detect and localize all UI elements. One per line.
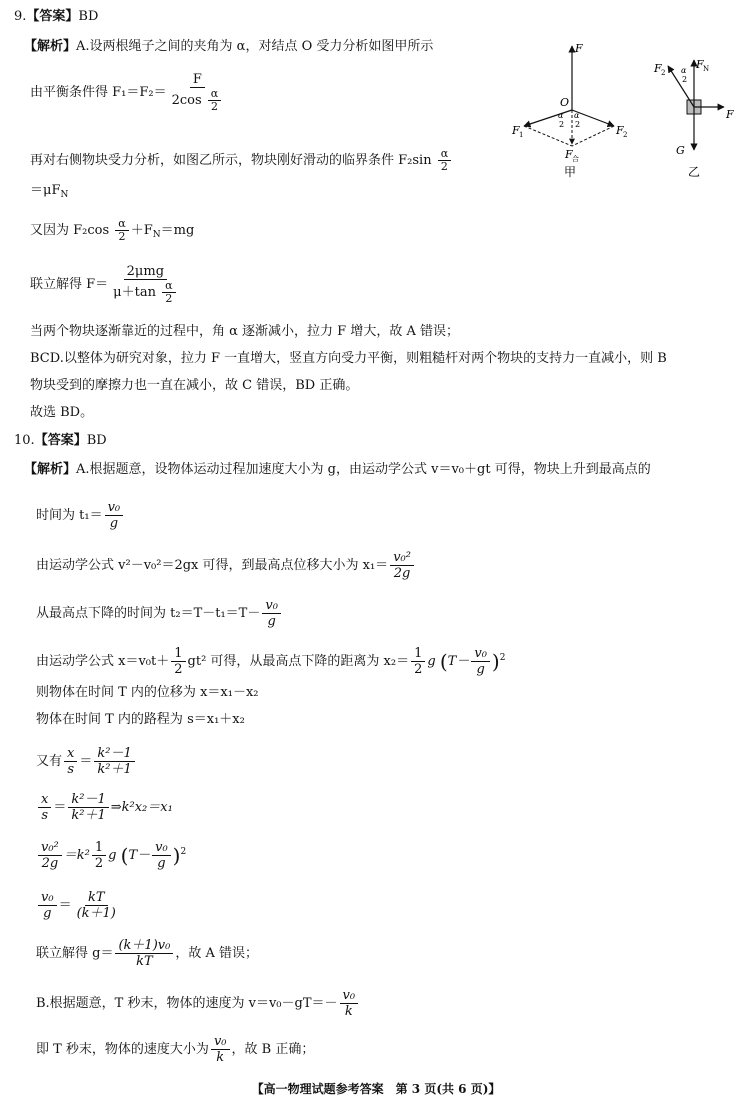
q9-half-alpha-den: 2 xyxy=(211,100,219,113)
q9-close-line: 当两个物块逐渐靠近的过程中，角 α 逐渐减小，拉力 F 增大，故 A 错误； xyxy=(30,324,459,339)
q10-header xyxy=(14,432,107,450)
q10-v0g-line: $\frac{\text{v₀}}{g}$ ＝ $\frac{kT}{(k+1)}$ xyxy=(36,890,121,921)
q10-x1-num: v₀² xyxy=(390,550,414,566)
q10-b-den: k xyxy=(344,1004,353,1019)
q10-v0sq-line xyxy=(36,840,186,871)
q10-number: 10. xyxy=(14,433,35,448)
q10-also-text: 又有 xyxy=(36,754,63,769)
q9-half-alpha xyxy=(208,88,221,113)
q9-header xyxy=(14,8,98,26)
q9-balance-prefix: 由平衡条件得 xyxy=(30,85,113,100)
q10-b-line xyxy=(36,988,360,1019)
q10-v0sq-inner-den: g xyxy=(157,856,166,871)
label-yi-f2-sub: 2 xyxy=(661,69,666,77)
q10-half2-den: 2 xyxy=(414,662,423,677)
q10-v0g-frac xyxy=(38,890,57,921)
label-f1-sub: 1 xyxy=(519,131,524,139)
page-footer: 【高一物理试题参考答案 第 3 页(共 6 页)】 xyxy=(251,1082,501,1096)
q9-solve-prefix: 联立解得 F＝ xyxy=(30,277,109,292)
q10-xs-k-num: k²－1 xyxy=(68,792,108,808)
q10-solve-suffix: ，故 A 错误； xyxy=(175,946,258,961)
q9-bcd-line-1: BCD.以整体为研究对象，拉力 F 一直增大，竖直方向受力平衡，则粗糙杆对两个物块的支持力一直减小，则 B xyxy=(30,351,667,366)
q9-choose-line: 故选 BD。 xyxy=(30,405,94,420)
label-jia-two-2: 2 xyxy=(575,120,581,129)
q10-v0sq-frac xyxy=(38,840,62,871)
parallelogram-left xyxy=(524,126,572,146)
q10-b-num: v₀ xyxy=(340,988,359,1004)
q9-analysis-line-a xyxy=(24,38,433,56)
q10-xs-num: x xyxy=(38,792,51,808)
q10-solve-line xyxy=(36,938,258,969)
label-f2-sub: 2 xyxy=(623,131,628,139)
q10-t1-num: v₀ xyxy=(105,500,124,516)
q10-line-a xyxy=(24,461,651,479)
q10-v0g-kt xyxy=(74,890,119,921)
q10-v0sq-g: g xyxy=(108,848,117,863)
q10-b-frac xyxy=(340,988,359,1019)
q10-x2-lparen: ( xyxy=(439,649,448,674)
q10-x2-rparen: ) xyxy=(491,649,500,674)
q9-tan-half-alpha xyxy=(162,280,175,305)
label-o: O xyxy=(560,96,570,109)
label-fhe-sub: 合 xyxy=(572,155,579,163)
q10-x1-line xyxy=(36,550,416,581)
q10-t1-den: g xyxy=(109,516,119,531)
q10-x2-line xyxy=(36,646,505,677)
label-yi-f: F xyxy=(726,108,734,121)
q9-force-diagram xyxy=(500,38,752,188)
q10-x2-inner-num: v₀ xyxy=(471,646,490,662)
q10-v0sq-rparen: ) xyxy=(172,843,181,868)
q10-solve-num: (k＋1)v₀ xyxy=(115,938,173,954)
q10-answer-tag: 【答案】 xyxy=(34,433,87,448)
q10-x2-inner-frac xyxy=(471,646,490,677)
q10-xs-k xyxy=(68,792,108,823)
q10-x2-t-minus: T－ xyxy=(447,654,470,669)
q10-x2-half-1 xyxy=(171,646,185,677)
q9-mu-fn-line xyxy=(30,182,68,204)
q9-balance-den xyxy=(169,88,227,113)
q10-v0sq-inner xyxy=(152,840,171,871)
q10-v0sq-half-den: 2 xyxy=(94,856,104,871)
q10-t1-frac xyxy=(105,500,124,531)
q9-also-suffix: ＋F xyxy=(130,223,153,238)
q10-path-line: 物体在时间 T 内的路程为 s＝x₁＋x₂ xyxy=(36,712,245,727)
q10-x1-den: 2g xyxy=(393,566,411,581)
force-f1-arrow xyxy=(524,110,572,126)
label-yi-f2: F xyxy=(654,62,662,75)
label-fn: F xyxy=(696,58,704,71)
q9-tan-alpha-den: 2 xyxy=(165,292,173,305)
q9-mu-fn-sub: N xyxy=(60,190,69,200)
q9-solve-den xyxy=(110,280,180,305)
q10-half1-num: 1 xyxy=(171,646,185,662)
q9-answer: BD xyxy=(78,9,99,24)
q9-analysis-tag: 【解析】 xyxy=(24,39,77,54)
q10-v0sq-k2: ＝k² xyxy=(63,848,90,863)
label-g: G xyxy=(676,144,685,157)
q9-mu-fn: ＝μF xyxy=(30,183,61,198)
q9-bcd-line-2: 物块受到的摩擦力也一直在减小，故 C 错误，BD 正确。 xyxy=(30,378,359,393)
q9-also-line xyxy=(30,218,194,244)
q9-also-sub: N xyxy=(152,230,161,240)
q10-x2-inner-den: g xyxy=(476,662,485,677)
q10-x1-frac xyxy=(390,550,414,581)
q10-b2-line xyxy=(36,1034,314,1065)
q10-xs-frac xyxy=(38,792,51,823)
q10-v0sq-den: 2g xyxy=(41,856,59,871)
q10-xs-k-den: k²＋1 xyxy=(71,808,106,823)
q10-answer: BD xyxy=(86,433,107,448)
q10-x2-square: 2 xyxy=(499,653,506,663)
q10-b2-num: v₀ xyxy=(211,1034,230,1050)
q10-x2-prefix: 由运动学公式 x＝v₀t＋ xyxy=(36,654,170,669)
q9-balance-line xyxy=(30,72,228,113)
q10-also-xs xyxy=(64,746,77,777)
q10-line-a-text: A.根据题意，设物体运动过程加速度大小为 g，由运动学公式 v＝v₀＋gt 可得，物块上升到最高点的 xyxy=(76,462,651,477)
label-yi-alpha: α xyxy=(681,66,687,75)
q10-v0sq-num: v₀² xyxy=(38,840,62,856)
label-jia: 甲 xyxy=(564,165,577,179)
q10-x2-g: g xyxy=(427,654,436,669)
q9-also-prefix: 又因为 F₂cos xyxy=(30,223,114,238)
q10-v0sq-half xyxy=(92,840,106,871)
q10-solve-den: kT xyxy=(136,954,153,969)
q10-t2-prefix: 从最高点下降的时间为 t₂＝T－t₁＝T－ xyxy=(36,606,261,621)
q10-also-xs-den: s xyxy=(67,762,75,777)
q10-also-k-num: k²－1 xyxy=(94,746,134,762)
q10-x2-half-2 xyxy=(411,646,425,677)
q9-sin-alpha-num: α xyxy=(438,148,451,161)
q9-balance-den-a: 2cos xyxy=(171,93,206,108)
q10-t2-num: v₀ xyxy=(262,598,281,614)
q9-balance-fraction xyxy=(169,72,227,113)
q10-t2-frac xyxy=(262,598,281,629)
q10-b2-den: k xyxy=(216,1050,225,1065)
q10-v0sq-half-num: 1 xyxy=(92,840,106,856)
q9-solve-fraction xyxy=(110,264,180,305)
parallelogram-right xyxy=(572,126,614,146)
diagram-yi xyxy=(653,58,734,179)
label-f1: F xyxy=(512,124,520,137)
q9-line-a: A.设两根绳子之间的夹角为 α，对结点 O 受力分析如图甲所示 xyxy=(76,39,434,54)
q10-b2-suffix: ，故 B 正确； xyxy=(231,1042,315,1057)
q9-solve-num: 2μmg xyxy=(124,264,167,280)
q10-also-xs-num: x xyxy=(64,746,77,762)
label-yi: 乙 xyxy=(688,165,701,179)
q9-right-block-text: 再对右侧物块受力分析，如图乙所示，物块刚好滑动的临界条件 F₂sin xyxy=(30,153,436,168)
label-f2: F xyxy=(616,124,624,137)
q10-xs-implies: ⇒k²x₂＝x₁ xyxy=(110,800,173,815)
q10-solve-prefix: 联立解得 g＝ xyxy=(36,946,114,961)
label-fn-sub: N xyxy=(703,65,710,73)
q10-v0sq-t-minus: T－ xyxy=(128,848,151,863)
label-fhe: F xyxy=(565,148,573,161)
q10-xs-line: $\frac{x}{s}$ ＝ $\frac{\text{k²－1}}{\text{k²＋1}}$ ⇒k²x₂＝x₁ xyxy=(36,792,173,823)
q10-half1-den: 2 xyxy=(174,662,183,677)
q9-also-end: ＝mg xyxy=(160,223,195,238)
q10-b2-frac xyxy=(211,1034,230,1065)
q9-balance-num: F xyxy=(190,72,205,88)
q9-cos-alpha-den: 2 xyxy=(118,230,126,243)
q9-number: 9. xyxy=(14,9,27,24)
q10-solve-frac xyxy=(115,938,173,969)
q10-v0g-kt-num: kT xyxy=(85,890,108,906)
q10-xs-den: s xyxy=(41,808,48,823)
q10-half2-num: 1 xyxy=(411,646,425,662)
q9-answer-tag: 【答案】 xyxy=(26,9,79,24)
q10-b-text: B.根据题意，T 秒末，物体的速度为 v＝v₀－gT＝－ xyxy=(36,996,338,1011)
q10-x1-prefix: 由运动学公式 v²－v₀²＝2gx 可得，到最高点位移大小为 x₁＝ xyxy=(36,558,389,573)
diagram-jia xyxy=(511,42,627,179)
q9-solve-den-text: μ＋tan xyxy=(113,285,161,300)
q10-b2-prefix: 即 T 秒末，物体的速度大小为 xyxy=(36,1042,209,1057)
label-jia-two-1: 2 xyxy=(559,120,565,129)
q10-also-k xyxy=(94,746,134,777)
label-yi-two: 2 xyxy=(682,75,688,84)
q10-v0g-kt-den: (k＋1) xyxy=(76,906,116,921)
q10-also-line: 又有 $\frac{x}{s}$ ＝ $\frac{\text{k²－1}}{\text{k²＋1}}$ xyxy=(36,746,137,777)
q10-t1-prefix: 时间为 t₁＝ xyxy=(36,508,103,523)
q9-cos-alpha-num: α xyxy=(115,218,128,231)
q9-half-alpha-num: α xyxy=(208,88,221,101)
q9-sin-half-alpha xyxy=(438,148,451,173)
label-jia-alpha-2: α xyxy=(574,111,580,120)
q10-v0sq-square: 2 xyxy=(180,847,187,857)
q9-tan-alpha-num: α xyxy=(162,280,175,293)
q10-t1-line xyxy=(36,500,125,531)
q9-sin-alpha-den: 2 xyxy=(440,160,448,173)
q10-t2-line xyxy=(36,598,283,629)
q10-t2-den: g xyxy=(267,614,276,629)
q10-v0g-num: v₀ xyxy=(38,890,57,906)
q9-solve-line xyxy=(30,264,183,305)
q10-also-k-den: k²＋1 xyxy=(97,762,132,777)
q10-v0g-den: g xyxy=(43,906,52,921)
q9-balance-expr: F₁＝F₂＝ xyxy=(112,85,167,100)
label-jia-alpha-1: α xyxy=(558,111,564,120)
label-f: F xyxy=(575,42,583,55)
q9-right-block-line xyxy=(30,148,453,173)
q10-disp-line: 则物体在时间 T 内的位移为 x＝x₁－x₂ xyxy=(36,685,259,700)
q10-analysis-tag: 【解析】 xyxy=(24,462,77,477)
q10-v0sq-lparen: ( xyxy=(120,843,129,868)
q9-cos-half-alpha xyxy=(115,218,128,243)
q10-v0sq-inner-num: v₀ xyxy=(152,840,171,856)
q10-x2-mid: gt² 可得，从最高点下降的距离为 x₂＝ xyxy=(187,654,410,669)
